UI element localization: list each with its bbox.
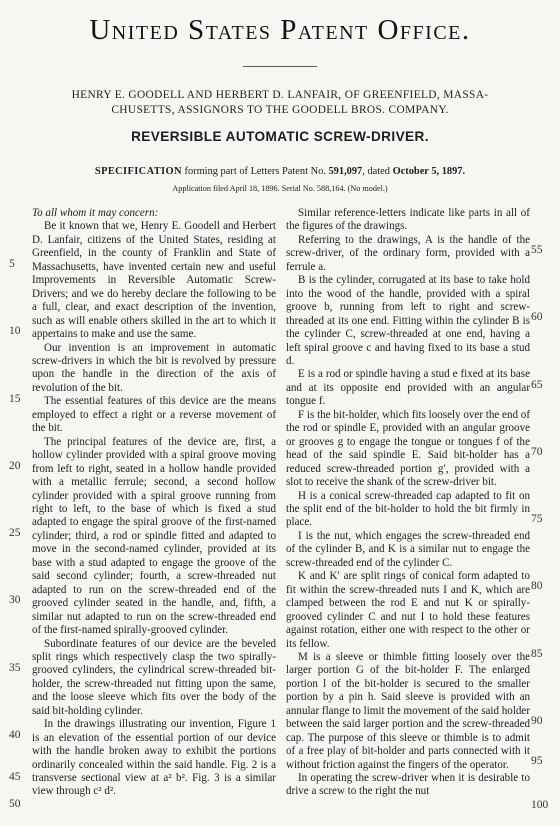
line-number: 45 xyxy=(9,771,21,783)
paragraph: K and K′ are split rings of conical form adapted to fit within the screw-threaded nuts I and K, which are clamped between the rod E and nut K or spirally-grooved cylinder C and nut I to hold these features against rotation, either one with respect to the other or its fellow. xyxy=(286,570,530,650)
line-number: 40 xyxy=(9,729,21,741)
line-number: 15 xyxy=(9,393,21,405)
line-number: 35 xyxy=(9,662,21,674)
line-number: 95 xyxy=(531,755,543,767)
paragraph: E is a rod or spindle having a stud e fixed at its base and at its opposite end provided with an angular tongue f. xyxy=(286,368,530,408)
line-number: 85 xyxy=(531,648,543,660)
paragraph: Referring to the drawings, A is the handle of the screw-driver, of the ordinary form, provided with a ferrule a. xyxy=(286,233,530,273)
line-number: 50 xyxy=(9,798,21,810)
invention-title: REVERSIBLE AUTOMATIC SCREW-DRIVER. xyxy=(131,129,429,144)
application-filed-line: Application filed April 18, 1896. Serial No. 588,164. (No model.) xyxy=(172,184,388,193)
line-number: 100 xyxy=(531,799,549,811)
paragraph: Be it known that we, Henry E. Goodell and Herbert D. Lanfair, citizens of the United States, residing at Greenfield, in the county of Franklin and State of Massachusetts, have invented certain new and useful Improvements in Reversible Automatic Screw-Drivers; and we do hereby declare the following to be a full, clear, and exact description of the invention, such as will enable others skilled in the art to which it appertains to make and use the same. xyxy=(32,220,276,341)
paragraph: Our invention is an improvement in automatic screw-drivers in which the bit is revolved by pressure upon the handle in the direction of the axis of revolution of the bit. xyxy=(32,341,276,394)
inventors-line-1: HENRY E. GOODELL AND HERBERT D. LANFAIR, OF GREENFIELD, MASSA- xyxy=(71,89,489,101)
right-column xyxy=(286,207,530,799)
patent-number: 591,097 xyxy=(328,166,363,177)
inventors-line-2: CHUSETTS, ASSIGNORS TO THE GOODELL BROS. COMPANY. xyxy=(111,104,449,116)
paragraph: The principal features of the device are, first, a hollow cylinder provided with a spiral groove moving from left to right, seated in a hollow handle provided with a metallic ferrule; second, a second hollow cylinder provided with a spiral groove running from right to left, to the base of which is fixed a stud adapted to engage the spiral groove of the first-named cylinder; third, a rod or spindle fitted and adapted to move in the second-named cylinder, provided at its base with a stud adapted to engage the groove of the said second cylinder; fourth, a screw-threaded nut adapted to run on the screw-threaded end of the grooved cylinder seated in the handle, and, fifth, a similar nut adapted to run on the screw-threaded end of the first-named spirally-grooved cylinder. xyxy=(32,435,276,637)
paragraph: B is the cylinder, corrugated at its base to take hold into the wood of the handle, provided with a spiral groove b, running from left to right and screw-threaded at its one end. Fitting within the cylinder B is the cylinder C, screw-threaded at one end, having a left spiral groove c and having fixed to its base a stud d. xyxy=(286,274,530,367)
line-number: 20 xyxy=(9,460,21,472)
left-column xyxy=(32,207,276,799)
paragraph: In the drawings illustrating our invention, Figure 1 is an elevation of the essential portion of our device with the handle broken away to exhibit the portions ordinarily concealed within the said handle. Fig. 2 is a transverse sectional view at a² b². Fig. 3 is a similar view through c² d². xyxy=(32,718,276,798)
line-number: 60 xyxy=(531,311,543,323)
line-number: 55 xyxy=(531,244,543,256)
line-number: 65 xyxy=(531,379,543,391)
paragraph: Similar reference-letters indicate like parts in all of the figures of the drawings. xyxy=(286,207,530,233)
paragraph: The essential features of this device are the means employed to effect a right or a reverse movement of the bit. xyxy=(32,395,276,435)
paragraph: I is the nut, which engages the screw-threaded end of the cylinder B, and K is a similar nut to engage the screw-threaded end of the cylinder C. xyxy=(286,529,530,569)
paragraph: H is a conical screw-threaded cap adapted to fit on the split end of the bit-holder to hold the bit firmly in place. xyxy=(286,489,530,529)
specification-text: forming part of Letters Patent No. xyxy=(181,166,329,177)
line-number: 30 xyxy=(9,594,21,606)
salutation: To all whom it may concern: xyxy=(32,207,159,219)
paragraph: In operating the screw-driver when it is desirable to drive a screw to the right the nut xyxy=(286,772,530,798)
paragraph: Subordinate features of our device are the beveled split rings which respectively clasp the two spirally-grooved cylinders, the cylindrical screw-threaded bit-holder, the screw-threaded nut fitting upon the same, and the loose sleeve which fits over the body of the said bit-holding cylinder. xyxy=(32,637,276,717)
paragraph: F is the bit-holder, which fits loosely over the end of the rod or spindle E, provided with an angular groove or grooves g to engage the tongue or tongues f of the head of the said spindle E. Said bit-holder has a reduced screw-threaded portion g′, provided with a slot to receive the shank of the screw-driver bit. xyxy=(286,408,530,489)
inventors-block xyxy=(40,88,520,118)
line-number: 5 xyxy=(9,258,15,270)
paragraph: M is a sleeve or thimble fitting loosely over the larger portion G of the bit-holder F. The enlarged portion l of the bit-holder is secured to the smaller portion by a pin h. Said sleeve is provided with an annular flange to limit the movement of the said holder between the said larger portion and the screw-threaded cap. The purpose of this sleeve or thimble is to admit of a free play of bit-holder and parts connected with it without friction against the fingers of the operator. xyxy=(286,650,530,771)
line-number: 75 xyxy=(531,513,543,525)
line-number: 10 xyxy=(9,325,21,337)
specification-label: SPECIFICATION xyxy=(94,166,182,177)
office-title: United States Patent Office. xyxy=(89,14,471,46)
line-number: 70 xyxy=(531,446,543,458)
patent-date: October 5, 1897. xyxy=(392,166,466,177)
title-rule xyxy=(243,66,317,67)
specification-line xyxy=(0,166,560,177)
line-number: 25 xyxy=(9,527,21,539)
line-number: 80 xyxy=(531,580,543,592)
line-number: 90 xyxy=(531,715,543,727)
specification-dated: , dated xyxy=(362,166,393,177)
